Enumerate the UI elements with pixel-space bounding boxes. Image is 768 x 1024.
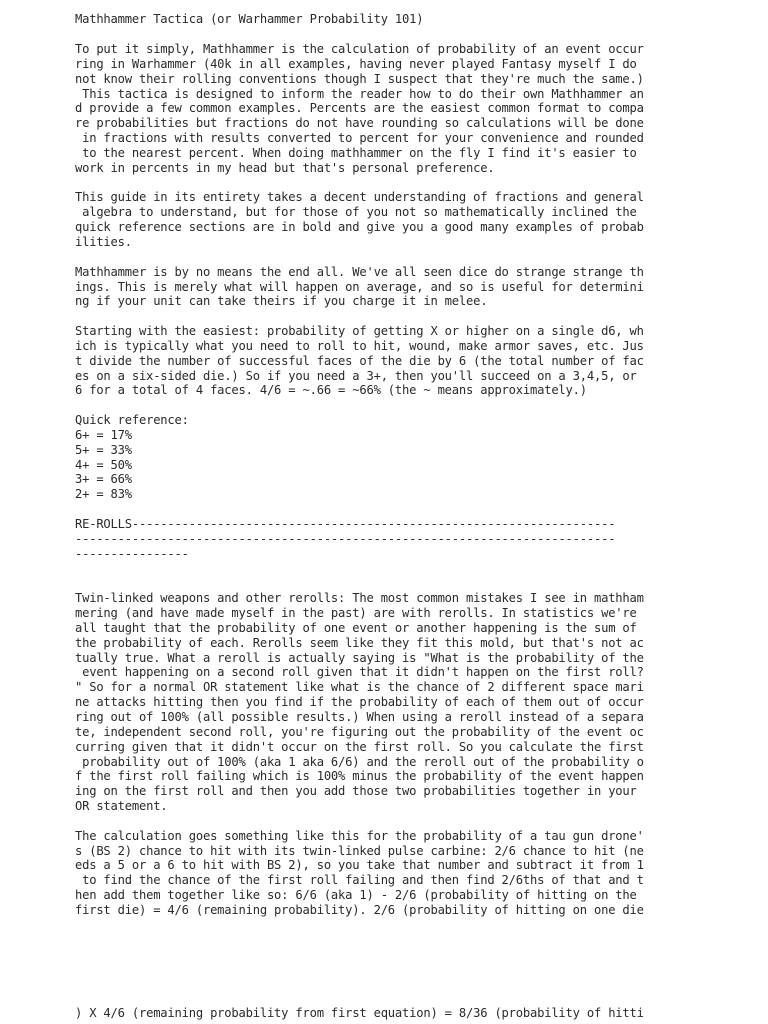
text-line: ---------------------------------------------------------------------------- xyxy=(75,531,616,546)
text-line: probability out of 100% (aka 1 aka 6/6) and the reroll out of the probability o xyxy=(75,754,644,769)
text-line: t divide the number of successful faces of the die by 6 (the total number of fac xyxy=(75,353,644,368)
text-line: quick reference sections are in bold and give you a good many examples of probab xyxy=(75,220,644,235)
paragraph xyxy=(75,265,644,310)
text-line: f the first roll failing which is 100% minus the probability of the event happen xyxy=(75,769,644,784)
paragraph xyxy=(75,42,644,176)
text-line: " So for a normal OR statement like what is the chance of 2 different space mari xyxy=(75,680,644,695)
text-line: ings. This is merely what will happen on average, and so is useful for determini xyxy=(75,279,644,294)
text-line: 4+ = 50% xyxy=(75,457,132,472)
text-line: Quick reference: xyxy=(75,413,189,428)
re-rolls-section-heading xyxy=(75,517,644,562)
text-line: eds a 5 or a 6 to hit with BS 2), so you take that number and subtract it from 1 xyxy=(75,858,644,873)
document-title-block xyxy=(75,12,423,27)
text-line: first die) = 4/6 (remaining probability). 2/6 (probability of hitting on one die xyxy=(75,902,644,917)
text-line: the probability of each. Rerolls seem like they fit this mold, but that's not ac xyxy=(75,635,644,650)
text-line: To put it simply, Mathhammer is the calculation of probability of an event occur xyxy=(75,42,644,56)
text-line: in fractions with results converted to percent for your convenience and rounded xyxy=(75,131,644,146)
text-line: RE-ROLLS-------------------------------------------------------------------- xyxy=(75,517,616,531)
text-line: ing on the first roll and then you add those two probabilities together in your xyxy=(75,784,637,799)
text-line: Mathhammer is by no means the end all. We've all seen dice do strange strange th xyxy=(75,264,644,279)
text-line: work in percents in my head but that's personal preference. xyxy=(75,160,495,175)
text-line: not know their rolling conventions though I suspect that they're much the same.) xyxy=(75,71,644,86)
text-line: es on a six-sided die.) So if you need a 3+, then you'll succeed on a 3,4,5, or xyxy=(75,368,637,383)
text-line: This guide in its entirety takes a decent understanding of fractions and general xyxy=(75,190,644,205)
text-line: curring given that it didn't occur on the first roll. So you calculate the first xyxy=(75,739,644,754)
paragraph xyxy=(75,324,644,398)
paragraph-gap xyxy=(75,814,644,829)
text-line: event happening on a second roll given that it didn't happen on the first roll? xyxy=(75,665,644,680)
text-line: 6+ = 17% xyxy=(75,427,132,442)
text-line: Twin-linked weapons and other rerolls: The most common mistakes I see in mathham xyxy=(75,591,644,606)
paragraph-gap xyxy=(75,576,644,591)
text-line: 6 for a total of 4 faces. 4/6 = ~.66 = ~66% (the ~ means approximately.) xyxy=(75,383,587,398)
text-line: ring in Warhammer (40k in all examples, having never played Fantasy myself I do xyxy=(75,56,637,71)
text-line: hen add them together like so: 6/6 (aka 1) - 2/6 (probability of hitting on the xyxy=(75,888,637,903)
text-line: This tactica is designed to inform the reader how to do their own Mathhammer an xyxy=(75,86,644,101)
text-line: mering (and have made myself in the past) are with rerolls. In statistics we're xyxy=(75,606,637,621)
paragraph xyxy=(75,591,644,814)
text-line: all taught that the probability of one event or another happening is the sum of xyxy=(75,620,637,635)
text-line: ring out of 100% (all possible results.) When using a reroll instead of a separa xyxy=(75,709,644,724)
text-line: s (BS 2) chance to hit with its twin-linked pulse carbine: 2/6 chance to hit (ne xyxy=(75,843,644,858)
text-line: ilities. xyxy=(75,234,132,249)
text-line: 2+ = 83% xyxy=(75,487,132,502)
text-line: The calculation goes something like this for the probability of a tau gun drone' xyxy=(75,828,644,843)
text-line: algebra to understand, but for those of you not so mathematically inclined the xyxy=(75,205,637,220)
text-line: Starting with the easiest: probability of getting X or higher on a single d6, wh xyxy=(75,324,644,339)
paragraph-gap xyxy=(75,176,644,191)
text-line: OR statement. xyxy=(75,799,168,814)
paragraph-gap xyxy=(75,250,644,265)
text-line: d provide a few common examples. Percents are the easiest common format to compa xyxy=(75,101,644,116)
text-line: ich is typically what you need to roll to hit, wound, make armor saves, etc. Jus xyxy=(75,338,644,353)
text-line: to the nearest percent. When doing mathhammer on the fly I find it's easier to xyxy=(75,145,637,160)
text-line: ne attacks hitting then you find if the probability of each of them out of occur xyxy=(75,695,644,710)
text-line: re probabilities but fractions do not have rounding so calculations will be done xyxy=(75,116,644,131)
text-line: 3+ = 66% xyxy=(75,472,132,487)
continuation-line: ) X 4/6 (remaining probability from first equation) = 8/36 (probability of hitti xyxy=(75,1006,644,1020)
text-line: tually true. What a reroll is actually saying is "What is the probability of the xyxy=(75,650,644,665)
text-line: 5+ = 33% xyxy=(75,442,132,457)
paragraph-gap xyxy=(75,502,644,517)
paragraph-gap xyxy=(75,562,644,577)
document-title: Mathhammer Tactica (or Warhammer Probability 101) xyxy=(75,12,424,26)
text-line: to find the chance of the first roll failing and then find 2/6ths of that and t xyxy=(75,873,644,888)
paragraph xyxy=(75,829,644,918)
document-body xyxy=(75,42,644,918)
quick-reference-block xyxy=(75,413,644,502)
paragraph-gap xyxy=(75,309,644,324)
text-line: te, independent second roll, you're figuring out the probability of the event oc xyxy=(75,724,644,739)
continuation-block xyxy=(75,1006,644,1021)
paragraph xyxy=(75,190,644,249)
text-line: ng if your unit can take theirs if you charge it in melee. xyxy=(75,294,488,309)
paragraph-gap xyxy=(75,398,644,413)
text-line: ---------------- xyxy=(75,546,189,561)
